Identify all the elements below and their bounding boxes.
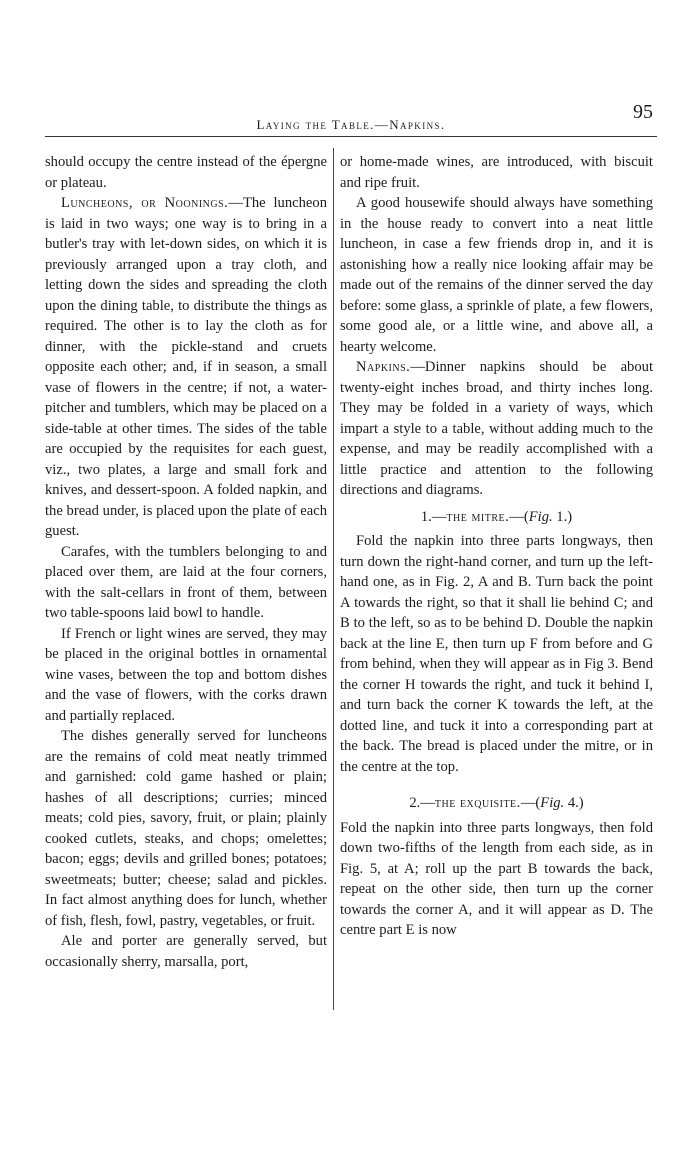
paragraph: Fold the napkin into three parts longways, then turn down the right-hand corner, and turn up the left-hand one, as in Fig. 2, A and B. Turn back the point A towards the right, so that it shall lie behind C; and B to the left, so as to be behind D. Double the napkin back at the line E, then turn up F from before and G from behind, when they will appear as in Fig 3. Bend the corner H towards the right, and tuck it behind I, and turn back the corner K towards the left, at the dotted line, and tuck it into a corresponding part at the back. The bread is placed under the mitre, or in the centre at the top. <box>340 533 653 775</box>
paragraph: Ale and porter are generally served, but occasionally sherry, marsalla, port, <box>45 933 327 970</box>
subheading-title: the exquisite. <box>434 795 521 811</box>
figure-word: Fig. <box>528 508 553 525</box>
subheading-number: 2.— <box>409 795 435 811</box>
page-number: 95 <box>633 101 653 123</box>
page-header <box>45 101 657 137</box>
column-divider <box>333 148 334 1010</box>
right-column <box>340 152 653 941</box>
paragraph-body: —Dinner napkins should be about twenty-eight inches broad, and thirty inches long. They may be folded in a variety of ways, which impart a style to a table, without adding much to the expense, and may be readily accomplished with a little practice and attention to the following directions and diagrams. <box>340 359 653 498</box>
left-column <box>45 152 327 972</box>
figure-word: Fig. <box>540 795 565 811</box>
paragraph: If French or light wines are served, they may be placed in the original bottles in ornamental wine vases, between the top and bottom dishes and the vase of flowers, with the corks drawn and partially replaced. <box>45 625 327 724</box>
paragraph-napkins <box>340 357 653 501</box>
running-head: Laying the Table.—Napkins. <box>256 117 446 132</box>
section-lead: Luncheons, or Noonings. <box>61 195 229 211</box>
figure-number: 1.) <box>552 508 573 525</box>
subheading-ref-open: —( <box>509 508 529 525</box>
header-rule <box>45 136 657 137</box>
paragraph-body: —The luncheon is laid in two ways; one way is to bring in a butler's tray with let-down sides, on which it is previously arranged upon a tray cloth, and letting down the sides and spreading the cloth upon the dining table, to distribute the things as required. The other is to lay the cloth as for dinner, with the pickle-stand and cruets opposite each other; and, if in season, a small vase of flowers in the centre; if not, a water-pitcher and tumblers, which may be placed on a side-table at other times. The sides of the table are occupied by the requisites for each guest, viz., two plates, a large and small fork and knives, and dessert-spoon. A folded napkin, and the bread under, is placed upon the plate of each guest. <box>45 195 327 539</box>
subheading-title: the mitre. <box>446 508 510 525</box>
paragraph: Carafes, with the tumblers belonging to and placed over them, are laid at the four corners, with the salt-cellars in front of them, between two table-spoons laid bowl to handle. <box>45 543 327 621</box>
subheading-mitre <box>340 507 653 528</box>
paragraph: or home-made wines, are introduced, with biscuit and ripe fruit. <box>340 154 653 191</box>
subheading-exquisite <box>340 793 653 814</box>
subheading-number: 1.— <box>420 508 447 525</box>
paragraph: A good housewife should always have something in the house ready to convert into a neat little luncheon, in case a few friends drop in, and it is astonishing how a really nice looking affair may be made out of the remains of the dinner served the day before: some glass, a sprinkle of plate, a few flowers, some good ale, or a little wine, and above all, a hearty welcome. <box>340 195 653 355</box>
paragraph: Fold the napkin into three parts longways, then fold down two-fifths of the length from each side, as in Fig. 5, at A; roll up the part B towards the back, repeat on the other side, then turn up the corner towards the corner A, and it will appear as D. The centre part E is now <box>340 819 653 938</box>
paragraph: should occupy the centre instead of the épergne or plateau. <box>45 154 327 191</box>
section-lead: Napkins. <box>356 359 411 375</box>
figure-number: 4.) <box>564 795 584 811</box>
subheading-ref-open: —( <box>520 795 541 811</box>
paragraph-luncheons <box>45 193 327 542</box>
paragraph: The dishes generally served for luncheons are the remains of cold meat neatly trimmed and garnished: cold game hashed or plain; hashes of all descriptions; curries; minced meats; cold pies, savory, fruit, or plain; plainly cooked cutlets, steaks, and chops; omelettes; bacon; eggs; devils and grilled bones; potatoes; sweetmeats; butter; cheese; salad and pickles. In fact almost anything does for lunch, whether of fish, flesh, fowl, pastry, vegetables, or fruit. <box>45 728 327 929</box>
